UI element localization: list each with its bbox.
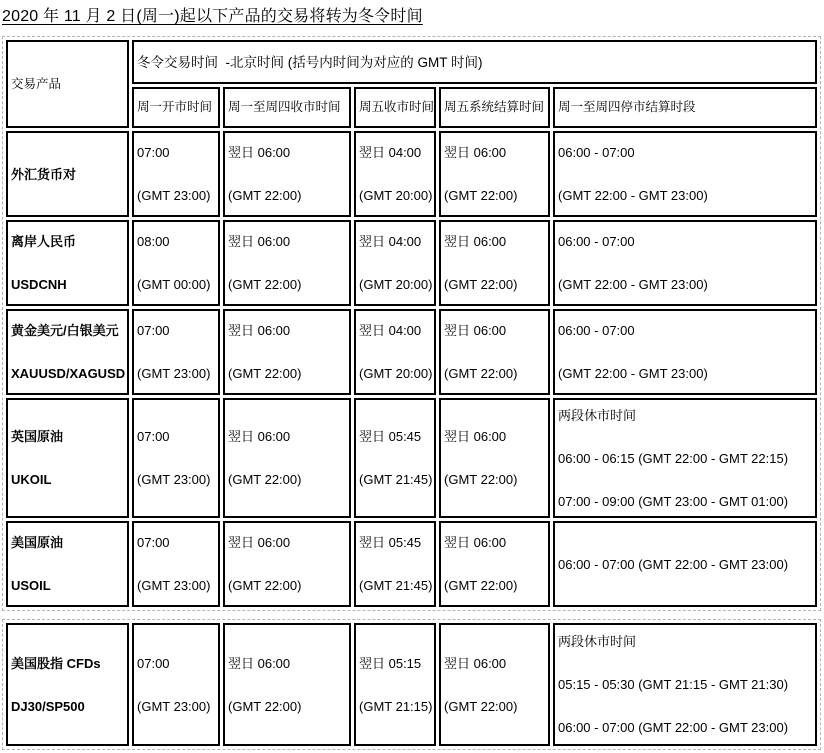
time-value: (GMT 22:00) <box>228 188 302 203</box>
time-value: (GMT 22:00) <box>444 472 518 487</box>
time-value: 07:00 <box>137 429 170 444</box>
time-value: 翌日 06:00 <box>444 429 507 444</box>
schedule-rows <box>6 623 817 746</box>
time-value: (GMT 00:00) <box>137 277 211 292</box>
column-header-mon-thu-break-settlement <box>553 87 817 128</box>
product-cell <box>6 220 129 306</box>
time-cell <box>439 623 550 746</box>
product-name: 黄金美元/白银美元 <box>11 323 119 338</box>
time-cell <box>354 623 436 746</box>
group-header-winter-trading-time <box>132 40 817 84</box>
time-value: 翌日 06:00 <box>228 429 291 444</box>
product-name: XAUUSD/XAGUSD <box>11 366 126 381</box>
time-value: (GMT 23:00) <box>137 472 211 487</box>
column-header-monday-open <box>132 87 220 128</box>
time-cell <box>132 309 220 395</box>
product-cell <box>6 521 129 607</box>
time-cell <box>439 309 550 395</box>
time-value: (GMT 22:00) <box>444 188 518 203</box>
time-cell <box>223 623 351 746</box>
time-value: 翌日 06:00 <box>444 323 507 338</box>
product-cell <box>6 623 129 746</box>
time-cell <box>553 309 817 395</box>
product-name: 英国原油 <box>11 429 64 444</box>
time-cell <box>354 309 436 395</box>
time-value: 翌日 05:45 <box>359 429 422 444</box>
time-value: 06:00 - 07:00 (GMT 22:00 - GMT 23:00) <box>558 556 789 572</box>
product-cell <box>6 131 129 217</box>
column-header-label: 周五系统结算时间 <box>444 100 545 114</box>
time-value: (GMT 22:00 - GMT 23:00) <box>558 188 708 203</box>
time-value: 两段休市时间 <box>558 634 637 649</box>
time-cell <box>439 521 550 607</box>
time-value: (GMT 22:00) <box>444 698 518 714</box>
stock-index-schedule-table <box>3 620 820 749</box>
header-row-group <box>6 40 817 84</box>
time-cell <box>223 131 351 217</box>
time-value: (GMT 22:00) <box>228 472 302 487</box>
time-value: 翌日 05:15 <box>359 655 422 671</box>
time-value: 07:00 <box>137 535 170 550</box>
column-header-label: 周一至周四停市结算时段 <box>558 100 696 114</box>
product-name: 美国股指 CFDs <box>11 655 101 671</box>
schedule-row <box>6 398 817 518</box>
schedule-row <box>6 521 817 607</box>
time-cell <box>132 521 220 607</box>
time-value: (GMT 20:00) <box>359 277 433 292</box>
time-value: 翌日 04:00 <box>359 323 422 338</box>
time-cell <box>132 220 220 306</box>
time-cell <box>439 220 550 306</box>
page-title: 2020 年 11 月 2 日(周一)起以下产品的交易将转为冬令时间 <box>2 8 423 25</box>
time-value: 05:15 - 05:30 (GMT 21:15 - GMT 21:30) <box>558 677 789 692</box>
time-value: (GMT 20:00) <box>359 188 433 203</box>
time-value: (GMT 23:00) <box>137 698 211 714</box>
time-value: 08:00 <box>137 234 170 249</box>
time-value: (GMT 22:00 - GMT 23:00) <box>558 366 708 381</box>
time-cell <box>132 398 220 518</box>
time-value: (GMT 21:45) <box>359 578 433 593</box>
time-value: 翌日 04:00 <box>359 234 422 249</box>
time-value: 翌日 06:00 <box>228 234 291 249</box>
time-cell <box>553 398 817 518</box>
schedule-row <box>6 131 817 217</box>
product-name: USOIL <box>11 578 51 593</box>
time-cell <box>223 309 351 395</box>
product-name: UKOIL <box>11 472 52 487</box>
time-value: (GMT 20:00) <box>359 366 433 381</box>
time-value: 翌日 06:00 <box>228 145 291 160</box>
time-value: 两段休市时间 <box>558 407 637 423</box>
time-value: 翌日 05:45 <box>359 535 422 550</box>
product-cell <box>6 398 129 518</box>
product-cell <box>6 309 129 395</box>
column-header-friday-settlement <box>439 87 550 128</box>
time-cell <box>354 521 436 607</box>
time-value: (GMT 21:15) <box>359 698 433 714</box>
schedule-row <box>6 220 817 306</box>
winter-schedule-table-boundary <box>2 36 821 611</box>
time-value: (GMT 22:00) <box>228 277 302 292</box>
time-value: 翌日 06:00 <box>228 323 291 338</box>
time-cell <box>223 398 351 518</box>
time-value: 翌日 06:00 <box>228 655 291 671</box>
time-cell <box>223 220 351 306</box>
time-value: 07:00 - 09:00 (GMT 23:00 - GMT 01:00) <box>558 493 789 509</box>
time-cell <box>553 220 817 306</box>
time-value: (GMT 22:00) <box>444 578 518 593</box>
product-name: 美国原油 <box>11 535 64 550</box>
time-value: 翌日 04:00 <box>359 145 422 160</box>
time-value: (GMT 22:00) <box>228 366 302 381</box>
corner-header-trading-product <box>6 40 129 128</box>
schedule-row <box>6 623 817 746</box>
time-value: 06:00 - 07:00 <box>558 234 635 249</box>
column-header-mon-thu-close <box>223 87 351 128</box>
time-value: 07:00 <box>137 655 170 671</box>
time-value: 06:00 - 06:15 (GMT 22:00 - GMT 22:15) <box>558 450 789 466</box>
time-cell <box>223 521 351 607</box>
column-header-friday-close <box>354 87 436 128</box>
stock-index-table-boundary <box>2 619 821 750</box>
time-cell <box>553 131 817 217</box>
time-value: (GMT 22:00) <box>228 698 302 714</box>
time-cell <box>132 623 220 746</box>
time-cell <box>354 398 436 518</box>
product-name: USDCNH <box>11 277 67 292</box>
group-header-label: 冬令交易时间 -北京时间 (括号内时间为对应的 GMT 时间) <box>137 54 483 70</box>
time-value: 翌日 06:00 <box>228 535 291 550</box>
time-value: 06:00 - 07:00 <box>558 145 635 160</box>
time-value: (GMT 22:00 - GMT 23:00) <box>558 277 708 292</box>
time-cell <box>439 131 550 217</box>
time-cell <box>132 131 220 217</box>
winter-schedule-table <box>3 37 820 610</box>
time-value: 翌日 06:00 <box>444 234 507 249</box>
time-value: (GMT 22:00) <box>444 366 518 381</box>
time-value: (GMT 23:00) <box>137 578 211 593</box>
time-value: (GMT 21:45) <box>359 472 433 487</box>
time-value: 07:00 <box>137 145 170 160</box>
time-cell <box>553 623 817 746</box>
time-cell <box>354 131 436 217</box>
column-header-label: 周一至周四收市时间 <box>228 100 341 114</box>
schedule-row <box>6 309 817 395</box>
column-header-label: 周一开市时间 <box>137 100 213 114</box>
time-value: 07:00 <box>137 323 170 338</box>
product-name: DJ30/SP500 <box>11 698 85 714</box>
product-name: 外汇货币对 <box>11 166 77 182</box>
time-value: (GMT 23:00) <box>137 188 211 203</box>
schedule-rows <box>6 131 817 607</box>
time-value: (GMT 22:00) <box>444 277 518 292</box>
time-cell <box>354 220 436 306</box>
product-name: 离岸人民币 <box>11 234 77 249</box>
time-value: (GMT 22:00) <box>228 578 302 593</box>
time-cell <box>553 521 817 607</box>
time-value: 06:00 - 07:00 <box>558 323 635 338</box>
corner-header-label: 交易产品 <box>11 76 62 91</box>
time-value: 翌日 06:00 <box>444 145 507 160</box>
time-value: 06:00 - 07:00 (GMT 22:00 - GMT 23:00) <box>558 720 789 735</box>
column-header-label: 周五收市时间 <box>359 100 435 114</box>
time-cell <box>439 398 550 518</box>
time-value: 翌日 06:00 <box>444 535 507 550</box>
time-value: (GMT 23:00) <box>137 366 211 381</box>
time-value: 翌日 06:00 <box>444 655 507 671</box>
